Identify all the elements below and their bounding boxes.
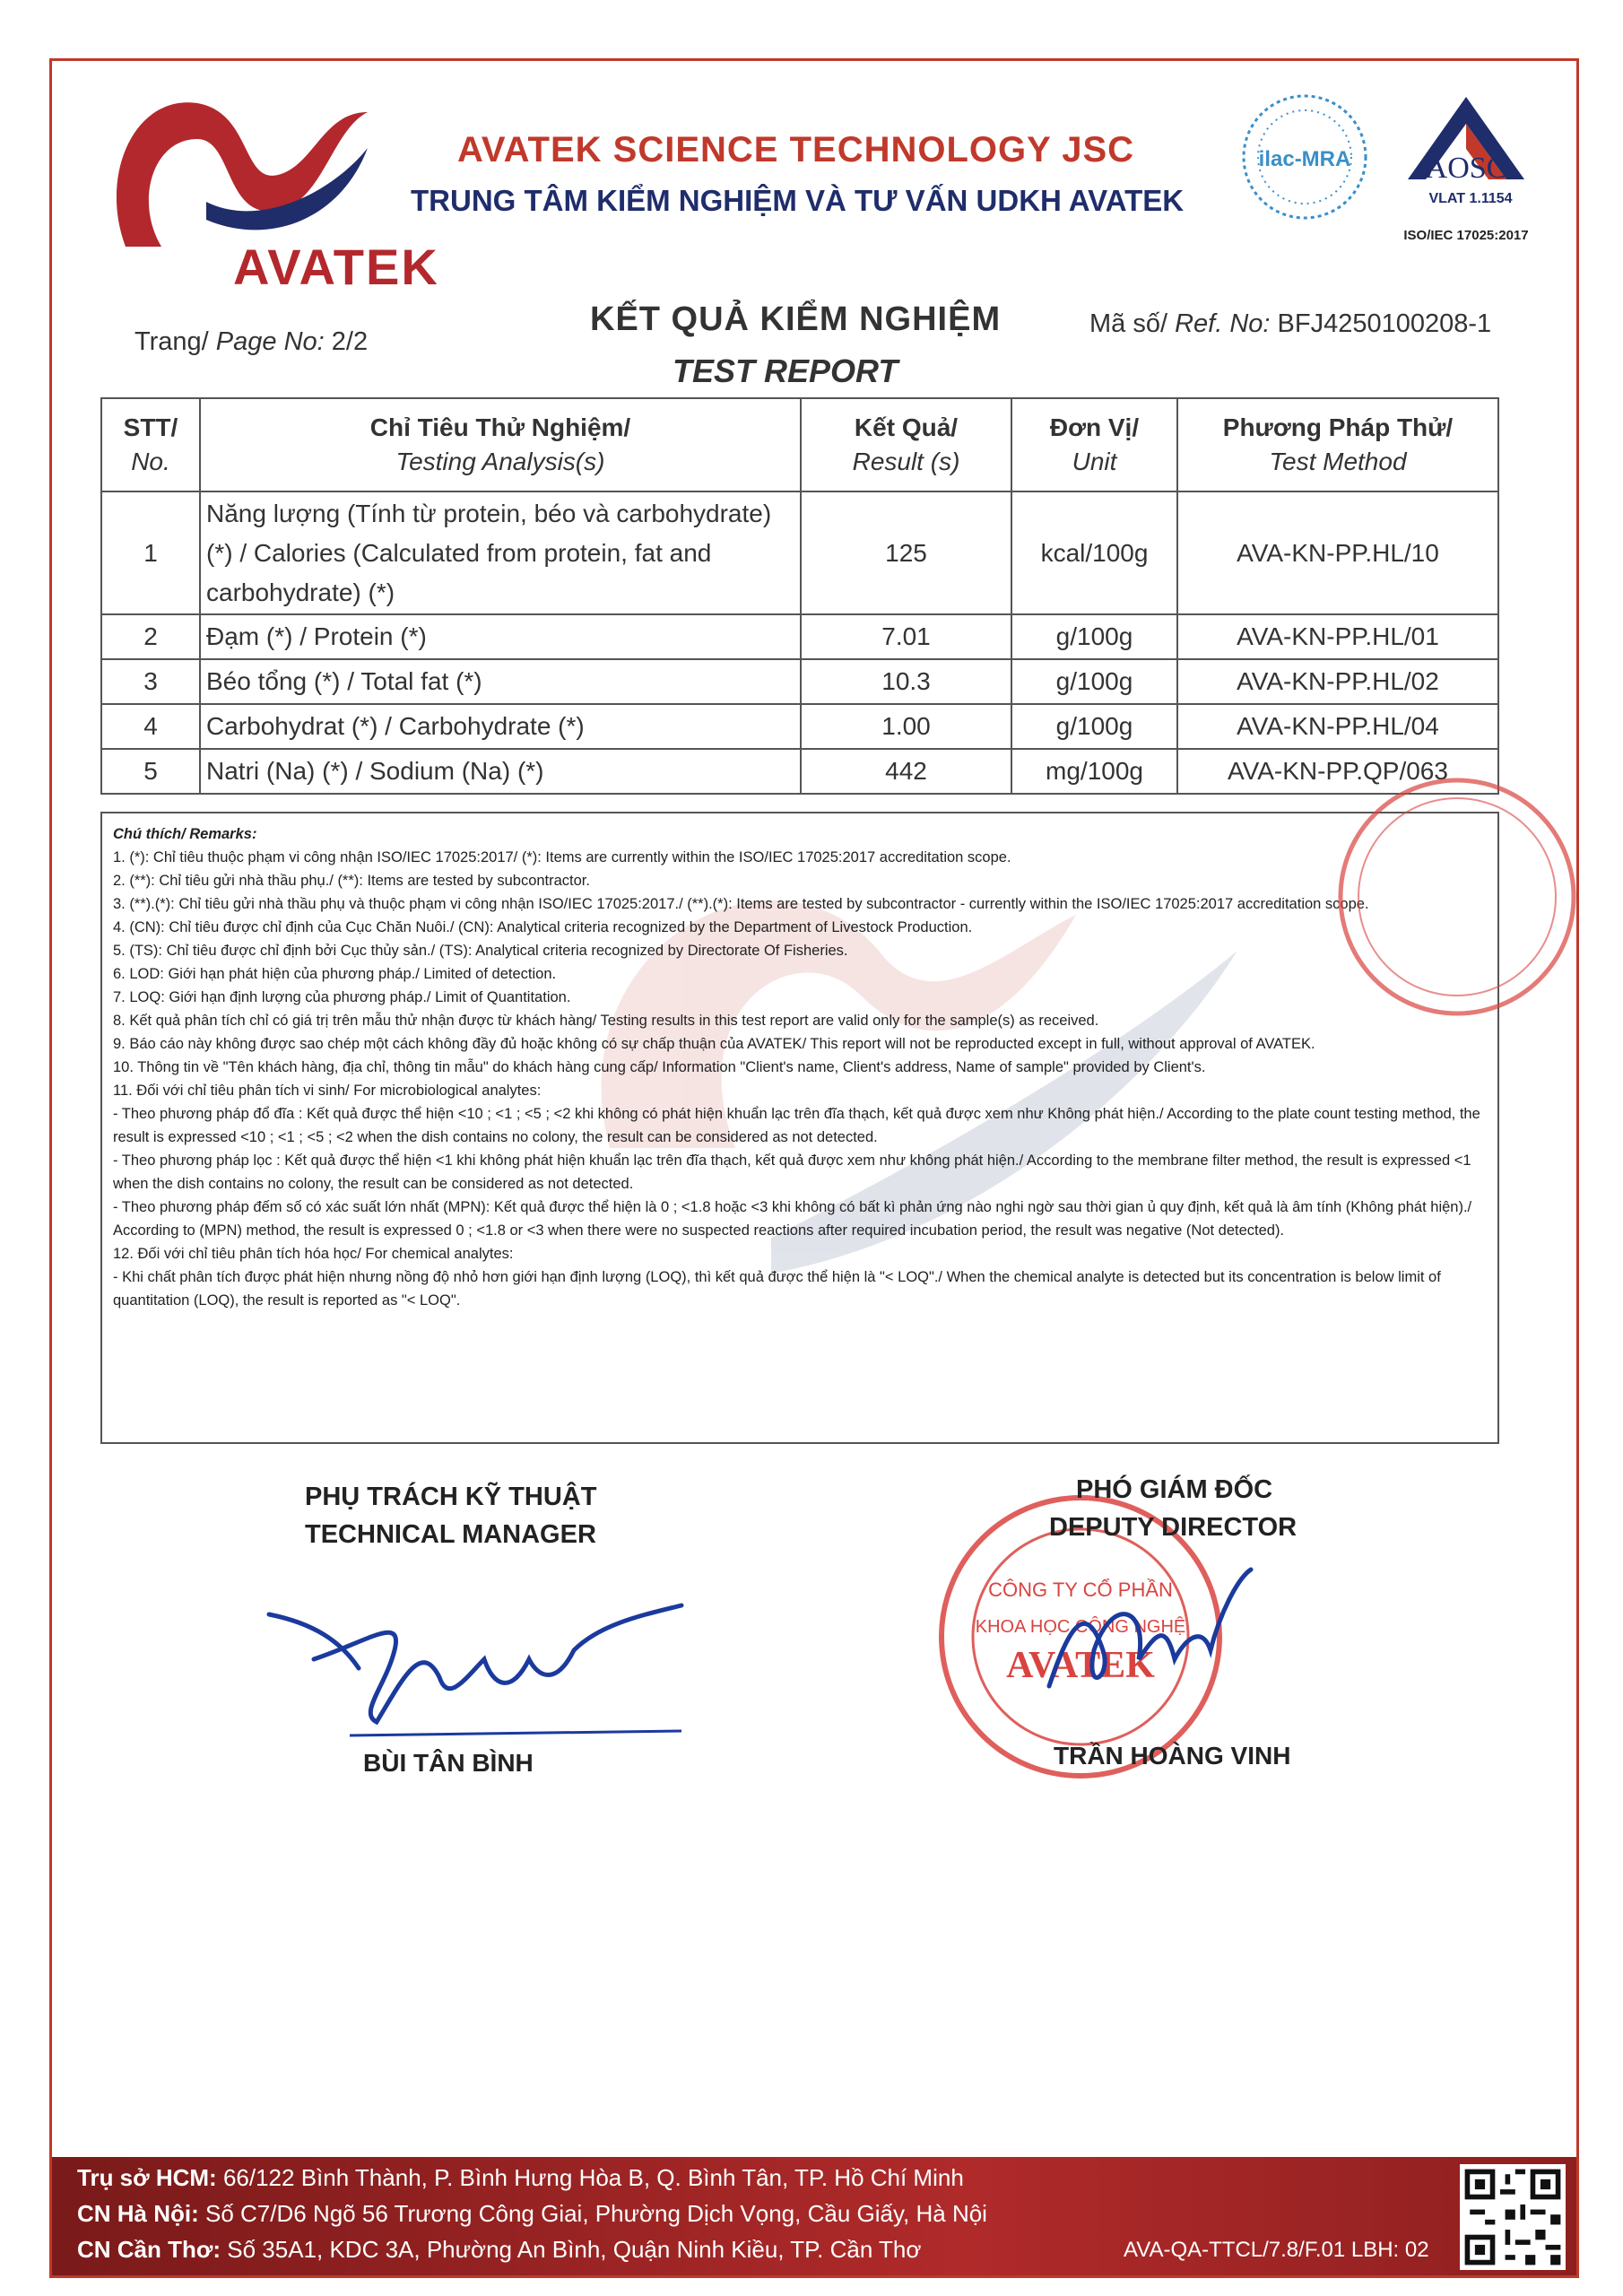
svg-text:AVATEK: AVATEK	[233, 239, 439, 295]
document-code: AVA-QA-TTCL/7.8/F.01 LBH: 02	[1124, 2238, 1429, 2262]
cell-no: 5	[101, 749, 200, 794]
cell-analysis: Béo tổng (*) / Total fat (*)	[200, 659, 801, 704]
col-analysis-header: Chỉ Tiêu Thử Nghiệm/ Testing Analysis(s)	[200, 398, 801, 491]
cell-analysis: Natri (Na) (*) / Sodium (Na) (*)	[200, 749, 801, 794]
remark-item: 4. (CN): Chỉ tiêu được chỉ định của Cục Chăn Nuôi./ (CN): Analytical criteria recognized by the Department of Livestock Production.	[113, 919, 973, 935]
ilac-mra-logo	[1237, 90, 1372, 224]
cell-no: 1	[101, 491, 200, 614]
table-header-row	[101, 398, 1498, 491]
cell-result: 1.00	[801, 704, 1011, 749]
technical-manager-signature	[260, 1587, 690, 1749]
aosc-logo	[1381, 90, 1551, 233]
footer-cantho-address: CN Cần Thơ: Số 35A1, KDC 3A, Phường An Bình, Quận Ninh Kiều, TP. Cần Thơ	[77, 2236, 922, 2263]
cell-result: 442	[801, 749, 1011, 794]
cell-unit: mg/100g	[1011, 749, 1177, 794]
table-row	[101, 659, 1498, 704]
cell-result: 10.3	[801, 659, 1011, 704]
footer-bar	[52, 2157, 1576, 2275]
remarks-box	[100, 812, 1499, 1444]
col-no-header: STT/ No.	[101, 398, 200, 491]
col-result-header: Kết Quả/ Result (s)	[801, 398, 1011, 491]
remark-item: 5. (TS): Chỉ tiêu được chỉ định bởi Cục thủy sản./ (TS): Analytical criteria recognized by Directorate Of Fisheries.	[113, 943, 848, 959]
remark-item: 1. (*): Chỉ tiêu thuộc phạm vi công nhận ISO/IEC 17025:2017/ (*): Items are currently within the ISO/IEC 17025:2017 accreditation scope.	[113, 849, 1011, 865]
remark-item: - Theo phương pháp lọc : Kết quả được thể hiện <1 khi không phát hiện khuẩn lạc trên đĩa thạch, kết quả được xem như không phát hiện./ According to the membrane filter method, the result is expressed <1 when the dish contains no colony, the result can be considered as not detected.	[113, 1152, 1471, 1192]
table-row	[101, 749, 1498, 794]
cell-method: AVA-KN-PP.HL/04	[1177, 704, 1498, 749]
svg-text:ilac-MRA: ilac-MRA	[1258, 147, 1351, 171]
cell-unit: g/100g	[1011, 659, 1177, 704]
deputy-director-title: PHÓ GIÁM ĐỐC DEPUTY DIRECTOR	[1049, 1475, 1298, 1542]
cell-analysis: Năng lượng (Tính từ protein, béo và carbohydrate) (*) / Calories (Calculated from protein, fat and carbohydrate) (*)	[200, 491, 801, 614]
col-unit-header: Đơn Vị/ Unit	[1011, 398, 1177, 491]
reference-number: Mã số/ Ref. No: BFJ4250100208-1	[1089, 309, 1492, 338]
remark-item: 3. (**).(*): Chỉ tiêu gửi nhà thầu phụ và thuộc phạm vi công nhận ISO/IEC 17025:2017./ (**).(*): Items are tested by subcontractor - currently within the ISO/IEC 17025:2017 accreditation scope.	[113, 896, 1369, 912]
deputy-director-name: TRẦN HOÀNG VINH	[1054, 1742, 1291, 1770]
cell-analysis: Đạm (*) / Protein (*)	[200, 614, 801, 659]
cell-no: 4	[101, 704, 200, 749]
avatek-logo	[99, 76, 439, 295]
partial-stamp	[1323, 762, 1448, 1031]
aosc-code: VLAT 1.1154	[1428, 191, 1513, 206]
report-title-en: TEST REPORT	[673, 352, 898, 389]
cell-unit: kcal/100g	[1011, 491, 1177, 614]
qr-code-icon	[1460, 2164, 1566, 2270]
company-name-en: AVATEK SCIENCE TECHNOLOGY JSC	[457, 130, 1135, 170]
cell-method: AVA-KN-PP.HL/10	[1177, 491, 1498, 614]
remark-item: 7. LOQ: Giới hạn định lượng của phương pháp./ Limit of Quantitation.	[113, 989, 571, 1005]
cell-analysis: Carbohydrat (*) / Carbohydrate (*)	[200, 704, 801, 749]
results-table	[100, 397, 1499, 795]
technical-manager-title: PHỤ TRÁCH KỸ THUẬT TECHNICAL MANAGER	[305, 1483, 597, 1549]
cell-no: 2	[101, 614, 200, 659]
cell-result: 7.01	[801, 614, 1011, 659]
table-row	[101, 491, 1498, 614]
footer-hanoi-address: CN Hà Nội: Số C7/D6 Ngõ 56 Trương Công Giai, Phường Dịch Vọng, Cầu Giấy, Hà Nội	[77, 2200, 987, 2227]
footer-hcm-address: Trụ sở HCM: 66/122 Bình Thành, P. Bình Hưng Hòa B, Q. Bình Tân, TP. Hồ Chí Minh	[77, 2164, 964, 2191]
technical-manager-name: BÙI TÂN BÌNH	[363, 1749, 534, 1777]
iso-standard: ISO/IEC 17025:2017	[1403, 228, 1529, 243]
col-method-header: Phương Pháp Thử/ Test Method	[1177, 398, 1498, 491]
remark-item: 2. (**): Chỉ tiêu gửi nhà thầu phụ./ (**): Items are tested by subcontractor.	[113, 873, 590, 889]
svg-text:KHOA HỌC CÔNG NGHỆ: KHOA HỌC CÔNG NGHỆ	[975, 1617, 1186, 1637]
remark-item: 9. Báo cáo này không được sao chép một cách không đầy đủ hoặc không có sự chấp thuận của AVATEK/ This report will not be reproducted except in full, without approval of AVATEK.	[113, 1036, 1315, 1052]
cell-no: 3	[101, 659, 200, 704]
cell-method: AVA-KN-PP.HL/02	[1177, 659, 1498, 704]
remark-item: - Khi chất phân tích được phát hiện nhưng nồng độ nhỏ hơn giới hạn định lượng (LOQ), thì kết quả được thể hiện là "< LOQ"./ When the chemical analyte is detected but its concentration is below limit of quantitation (LOQ), the result is reported as "< LOQ".	[113, 1269, 1441, 1309]
company-name-vi: TRUNG TÂM KIỂM NGHIỆM VÀ TƯ VẤN UDKH AVATEK	[411, 184, 1185, 217]
table-row	[101, 614, 1498, 659]
remark-item: 8. Kết quả phân tích chỉ có giá trị trên mẫu thử nhận được từ khách hàng/ Testing results in this test report are valid only for the sample(s) as received.	[113, 1013, 1099, 1029]
cell-method: AVA-KN-PP.HL/01	[1177, 614, 1498, 659]
page-number: Trang/ Page No: 2/2	[135, 327, 369, 356]
remark-item: - Theo phương pháp đếm số có xác suất lớn nhất (MPN): Kết quả được thể hiện là 0 ; <1.8 hoặc <3 khi không có bất kì phản ứng nào nghi ngờ sau thời gian ủ quy định, kết quả là âm tính (Không phát hiện)./ According to (MPN) method, the result is expressed 0 ; <1.8 or <3 when there were no suspected reactions after required incubation period, the result was negative (Not detected).	[113, 1199, 1472, 1239]
remark-item: 12. Đối với chỉ tiêu phân tích hóa học/ For chemical analytes:	[113, 1246, 514, 1262]
deputy-director-signature	[1031, 1543, 1255, 1722]
cell-result: 125	[801, 491, 1011, 614]
svg-text:AOSC: AOSC	[1425, 152, 1507, 185]
svg-text:CÔNG TY CỔ PHẦN: CÔNG TY CỔ PHẦN	[988, 1578, 1173, 1601]
remark-item: - Theo phương pháp đổ đĩa : Kết quả được thể hiện <10 ; <1 ; <5 ; <2 khi không có phát hiện khuẩn lạc trên đĩa thạch, kết quả được xem như Không phát hiện./ According to the plate count testing method, the result is expressed <10 ; <1 ; <5 ; <2 when the dish contains no colony, the result can be considered as not detected.	[113, 1106, 1480, 1145]
remark-item: 11. Đối với chỉ tiêu phân tích vi sinh/ For microbiological analytes:	[113, 1083, 542, 1099]
cell-method: AVA-KN-PP.QP/063	[1177, 749, 1498, 794]
svg-text:AVATEK: AVATEK	[1006, 1645, 1155, 1686]
report-title-vi: KẾT QUẢ KIỂM NGHIỆM	[590, 300, 1002, 338]
remarks-title: Chú thích/ Remarks:	[113, 826, 257, 842]
remark-item: 10. Thông tin về "Tên khách hàng, địa chỉ, thông tin mẫu" do khách hàng cung cấp/ Information "Client's name, Client's address, Name of sample" provided by Client's.	[113, 1059, 1206, 1075]
table-row	[101, 704, 1498, 749]
remark-item: 6. LOD: Giới hạn phát hiện của phương pháp./ Limited of detection.	[113, 966, 557, 982]
cell-unit: g/100g	[1011, 704, 1177, 749]
cell-unit: g/100g	[1011, 614, 1177, 659]
